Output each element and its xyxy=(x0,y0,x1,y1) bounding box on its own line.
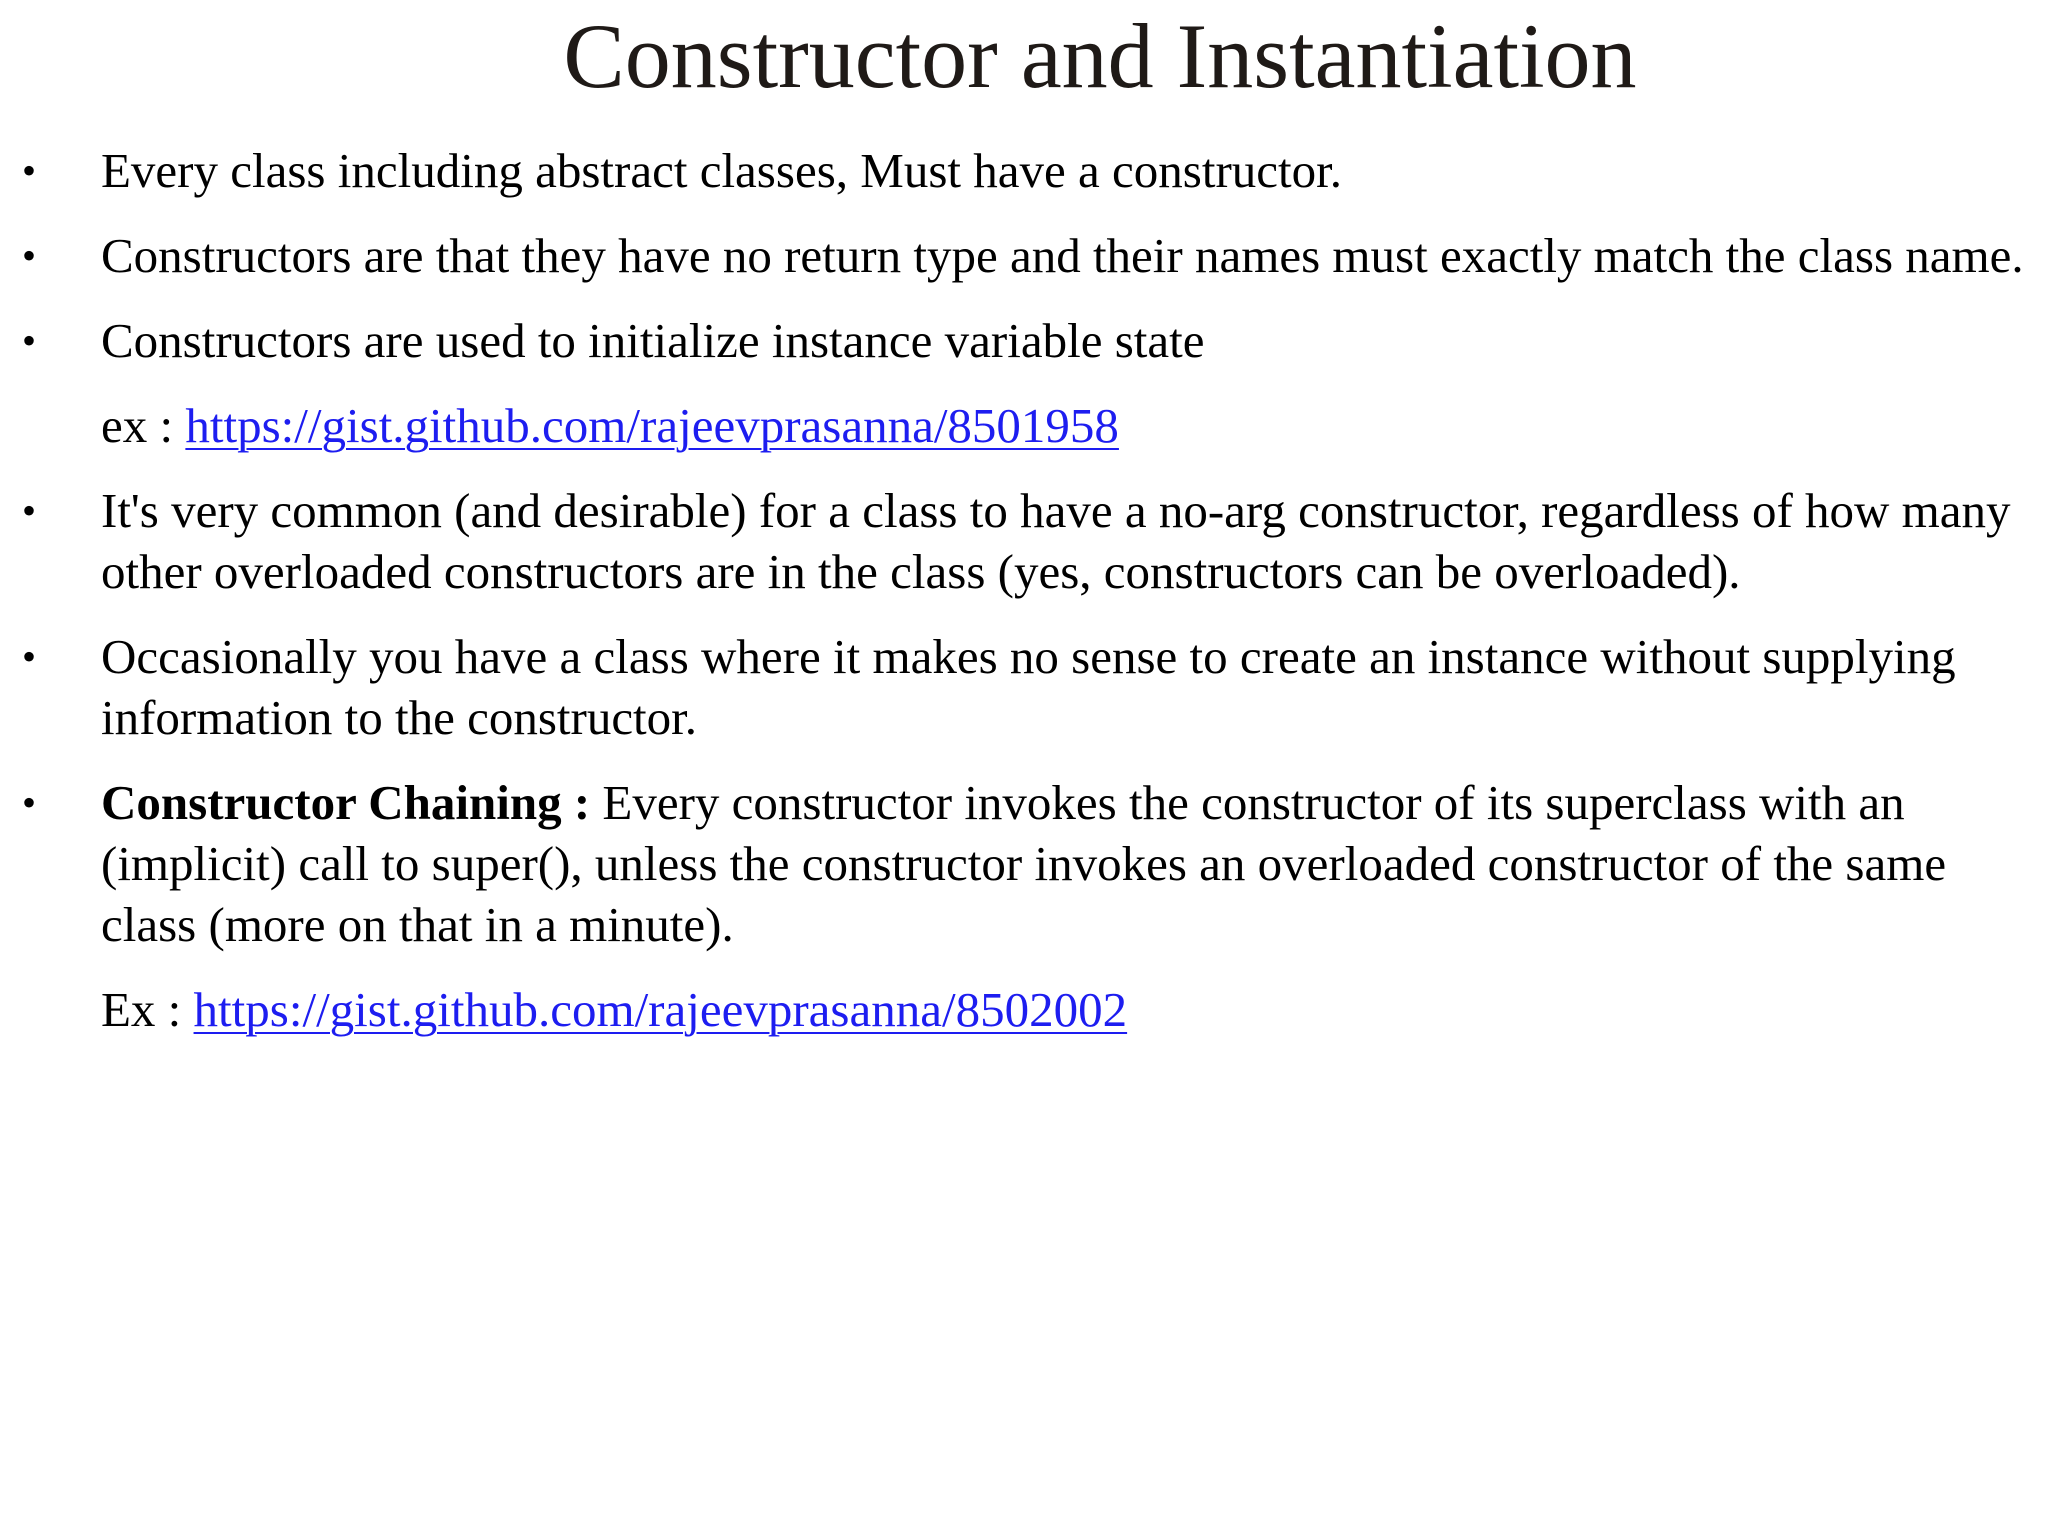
example-link-2[interactable]: https://gist.github.com/rajeevprasanna/8502002 xyxy=(193,982,1128,1037)
example-line-1 xyxy=(0,395,2048,456)
bullet-icon: • xyxy=(22,148,37,193)
slide-title: Constructor and Instantiation xyxy=(563,5,1637,107)
bullet-text: Occasionally you have a class where it makes no sense to create an instance without supplying information to the constructor. xyxy=(101,629,1956,745)
bullet-item-1 xyxy=(0,140,2048,201)
bullet-text: Every class including abstract classes, Must have a constructor. xyxy=(101,143,1342,198)
example-prefix: Ex : xyxy=(101,982,194,1037)
bullet-text: Constructors are used to initialize instance variable state xyxy=(101,313,1205,368)
bullet-icon: • xyxy=(22,634,37,679)
example-link-1[interactable]: https://gist.github.com/rajeevprasanna/8501958 xyxy=(185,398,1119,453)
bullet-item-4 xyxy=(0,480,2048,602)
bullet-icon: • xyxy=(22,488,37,533)
bullet-item-3 xyxy=(0,310,2048,371)
slide-body xyxy=(0,140,2048,1040)
example-line-2 xyxy=(0,979,2048,1040)
example-prefix: ex : xyxy=(101,398,186,453)
bullet-item-6 xyxy=(0,772,2048,955)
bullet-icon: • xyxy=(22,780,37,825)
bullet-text: It's very common (and desirable) for a class to have a no-arg constructor, regardless of how many other overloaded constructors are in the class (yes, constructors can be overloaded). xyxy=(101,483,2011,599)
bullet-item-5 xyxy=(0,626,2048,748)
bullet-icon: • xyxy=(22,318,37,363)
bullet-bold-lead: Constructor Chaining : xyxy=(101,775,591,830)
bullet-text: Every constructor invokes the constructor of its superclass with an (implicit) call to super(), unless the constructor invokes an overloaded constructor of the same class (more on that in a minute). xyxy=(101,775,1947,952)
bullet-item-2 xyxy=(0,225,2048,286)
bullet-icon: • xyxy=(22,233,37,278)
bullet-text: Constructors are that they have no return type and their names must exactly match the class name. xyxy=(101,228,2024,283)
